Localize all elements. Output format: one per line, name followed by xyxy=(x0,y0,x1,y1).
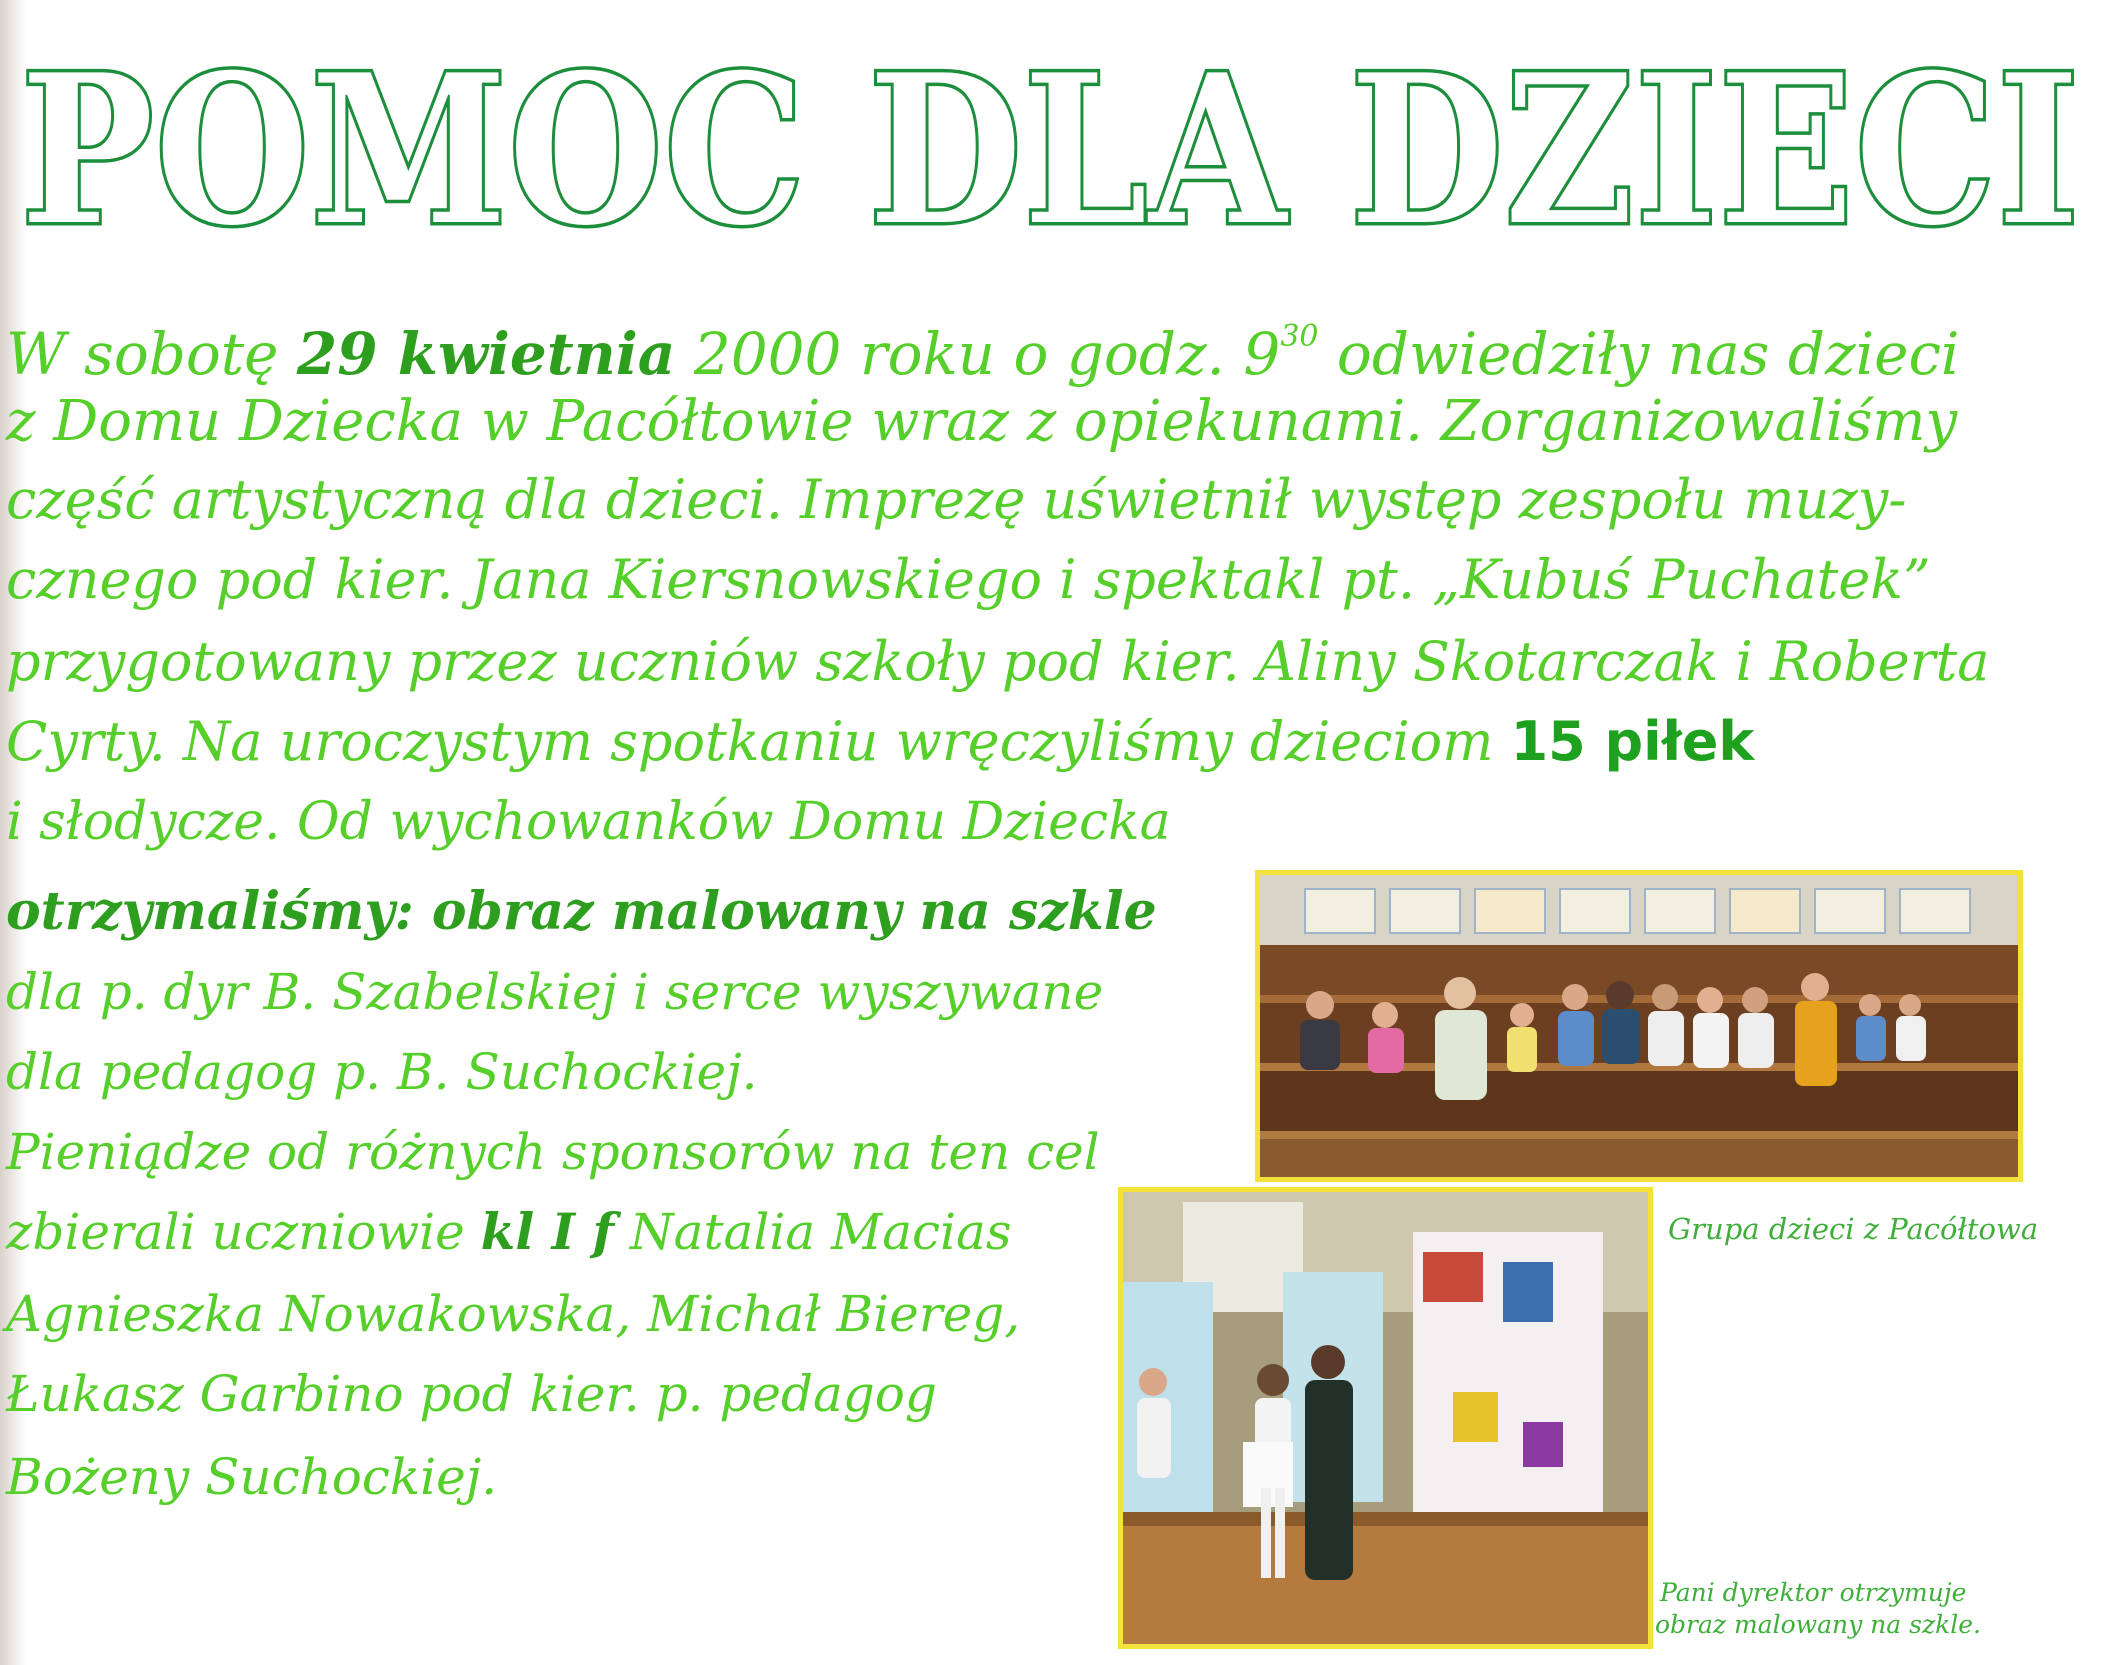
text-segment: Pieniądze od różnych sponsorów na ten cel xyxy=(6,1123,1100,1181)
text-segment: Cyrty. Na uroczystym spotkaniu wręczyliśmy dzieciom xyxy=(6,710,1511,773)
text-segment: dla pedagog p. B. Suchockiej. xyxy=(6,1043,758,1101)
text-segment: dla p. dyr B. Szabelskiej i serce wyszywane xyxy=(6,963,1104,1021)
text-segment: część artystyczną dla dzieci. Imprezę uświetnił występ zespołu muzy- xyxy=(6,468,1907,531)
text-segment: i słodycze. Od wychowanków Domu Dziecka xyxy=(6,792,1171,852)
emphasized-text: 29 kwietnia xyxy=(296,320,676,388)
page-title xyxy=(8,18,2093,268)
text-segment: 2000 roku o godz. 9 xyxy=(675,320,1281,388)
text-line xyxy=(6,1200,1012,1264)
text-segment: Natalia Macias xyxy=(614,1203,1012,1261)
text-segment: W sobotę xyxy=(6,320,297,388)
text-segment: cznego pod kier. Jana Kiersnowskiego i spektakl pt. „Kubuś Puchatek” xyxy=(6,548,1931,611)
text-segment: zbierali uczniowie xyxy=(6,1203,481,1261)
text-segment: przygotowany przez uczniów szkoły pod kier. Aliny Skotarczak i Roberta xyxy=(6,630,1990,693)
text-line xyxy=(6,468,1907,532)
emphasized-text: otrzymaliśmy: obraz malowany na szkle xyxy=(6,881,1157,942)
text-segment: Łukasz Garbino pod kier. p. pedagog xyxy=(6,1365,937,1423)
text-line xyxy=(6,630,1989,694)
emphasized-text: 15 piłek xyxy=(1510,710,1755,773)
caption-photo-director-line2: obraz malowany na szkle. xyxy=(1655,1610,1982,1639)
text-segment: Bożeny Suchockiej. xyxy=(6,1448,498,1506)
caption-photo-director-line1: Pani dyrektor otrzymuje xyxy=(1660,1578,1967,1607)
text-line xyxy=(6,305,1959,386)
photo-director-image xyxy=(1123,1192,1648,1644)
photo-director-receiving-painting xyxy=(1118,1187,1653,1649)
text-segment: z Domu Dziecka w Pacółtowie wraz z opiekunami. Zorganizowaliśmy xyxy=(6,389,1958,454)
time-minutes: 30 xyxy=(1280,319,1319,354)
photo-children-group-image xyxy=(1260,875,2018,1177)
text-segment: odwiedziły nas dzieci xyxy=(1318,320,1960,388)
text-line xyxy=(6,1362,937,1426)
text-line xyxy=(6,1120,1100,1184)
text-line xyxy=(6,548,1931,612)
text-line xyxy=(6,390,1957,454)
text-line xyxy=(6,790,1171,854)
text-line xyxy=(6,880,1157,944)
text-line xyxy=(6,960,1103,1024)
text-line xyxy=(6,1040,758,1104)
text-segment: Agnieszka Nowakowska, Michał Biereg, xyxy=(6,1285,1021,1343)
photo-children-group xyxy=(1255,870,2023,1182)
emphasized-text: kl I f xyxy=(480,1202,614,1261)
caption-photo-children-group: Grupa dzieci z Pacółtowa xyxy=(1668,1212,2039,1246)
page-title-text: POMOC DLA DZIECI xyxy=(20,29,2080,268)
text-line xyxy=(6,710,1754,774)
page-title-inline: POMOC DLA DZIECI xyxy=(20,29,2080,268)
text-line xyxy=(6,1282,1020,1346)
text-line xyxy=(6,1445,497,1509)
